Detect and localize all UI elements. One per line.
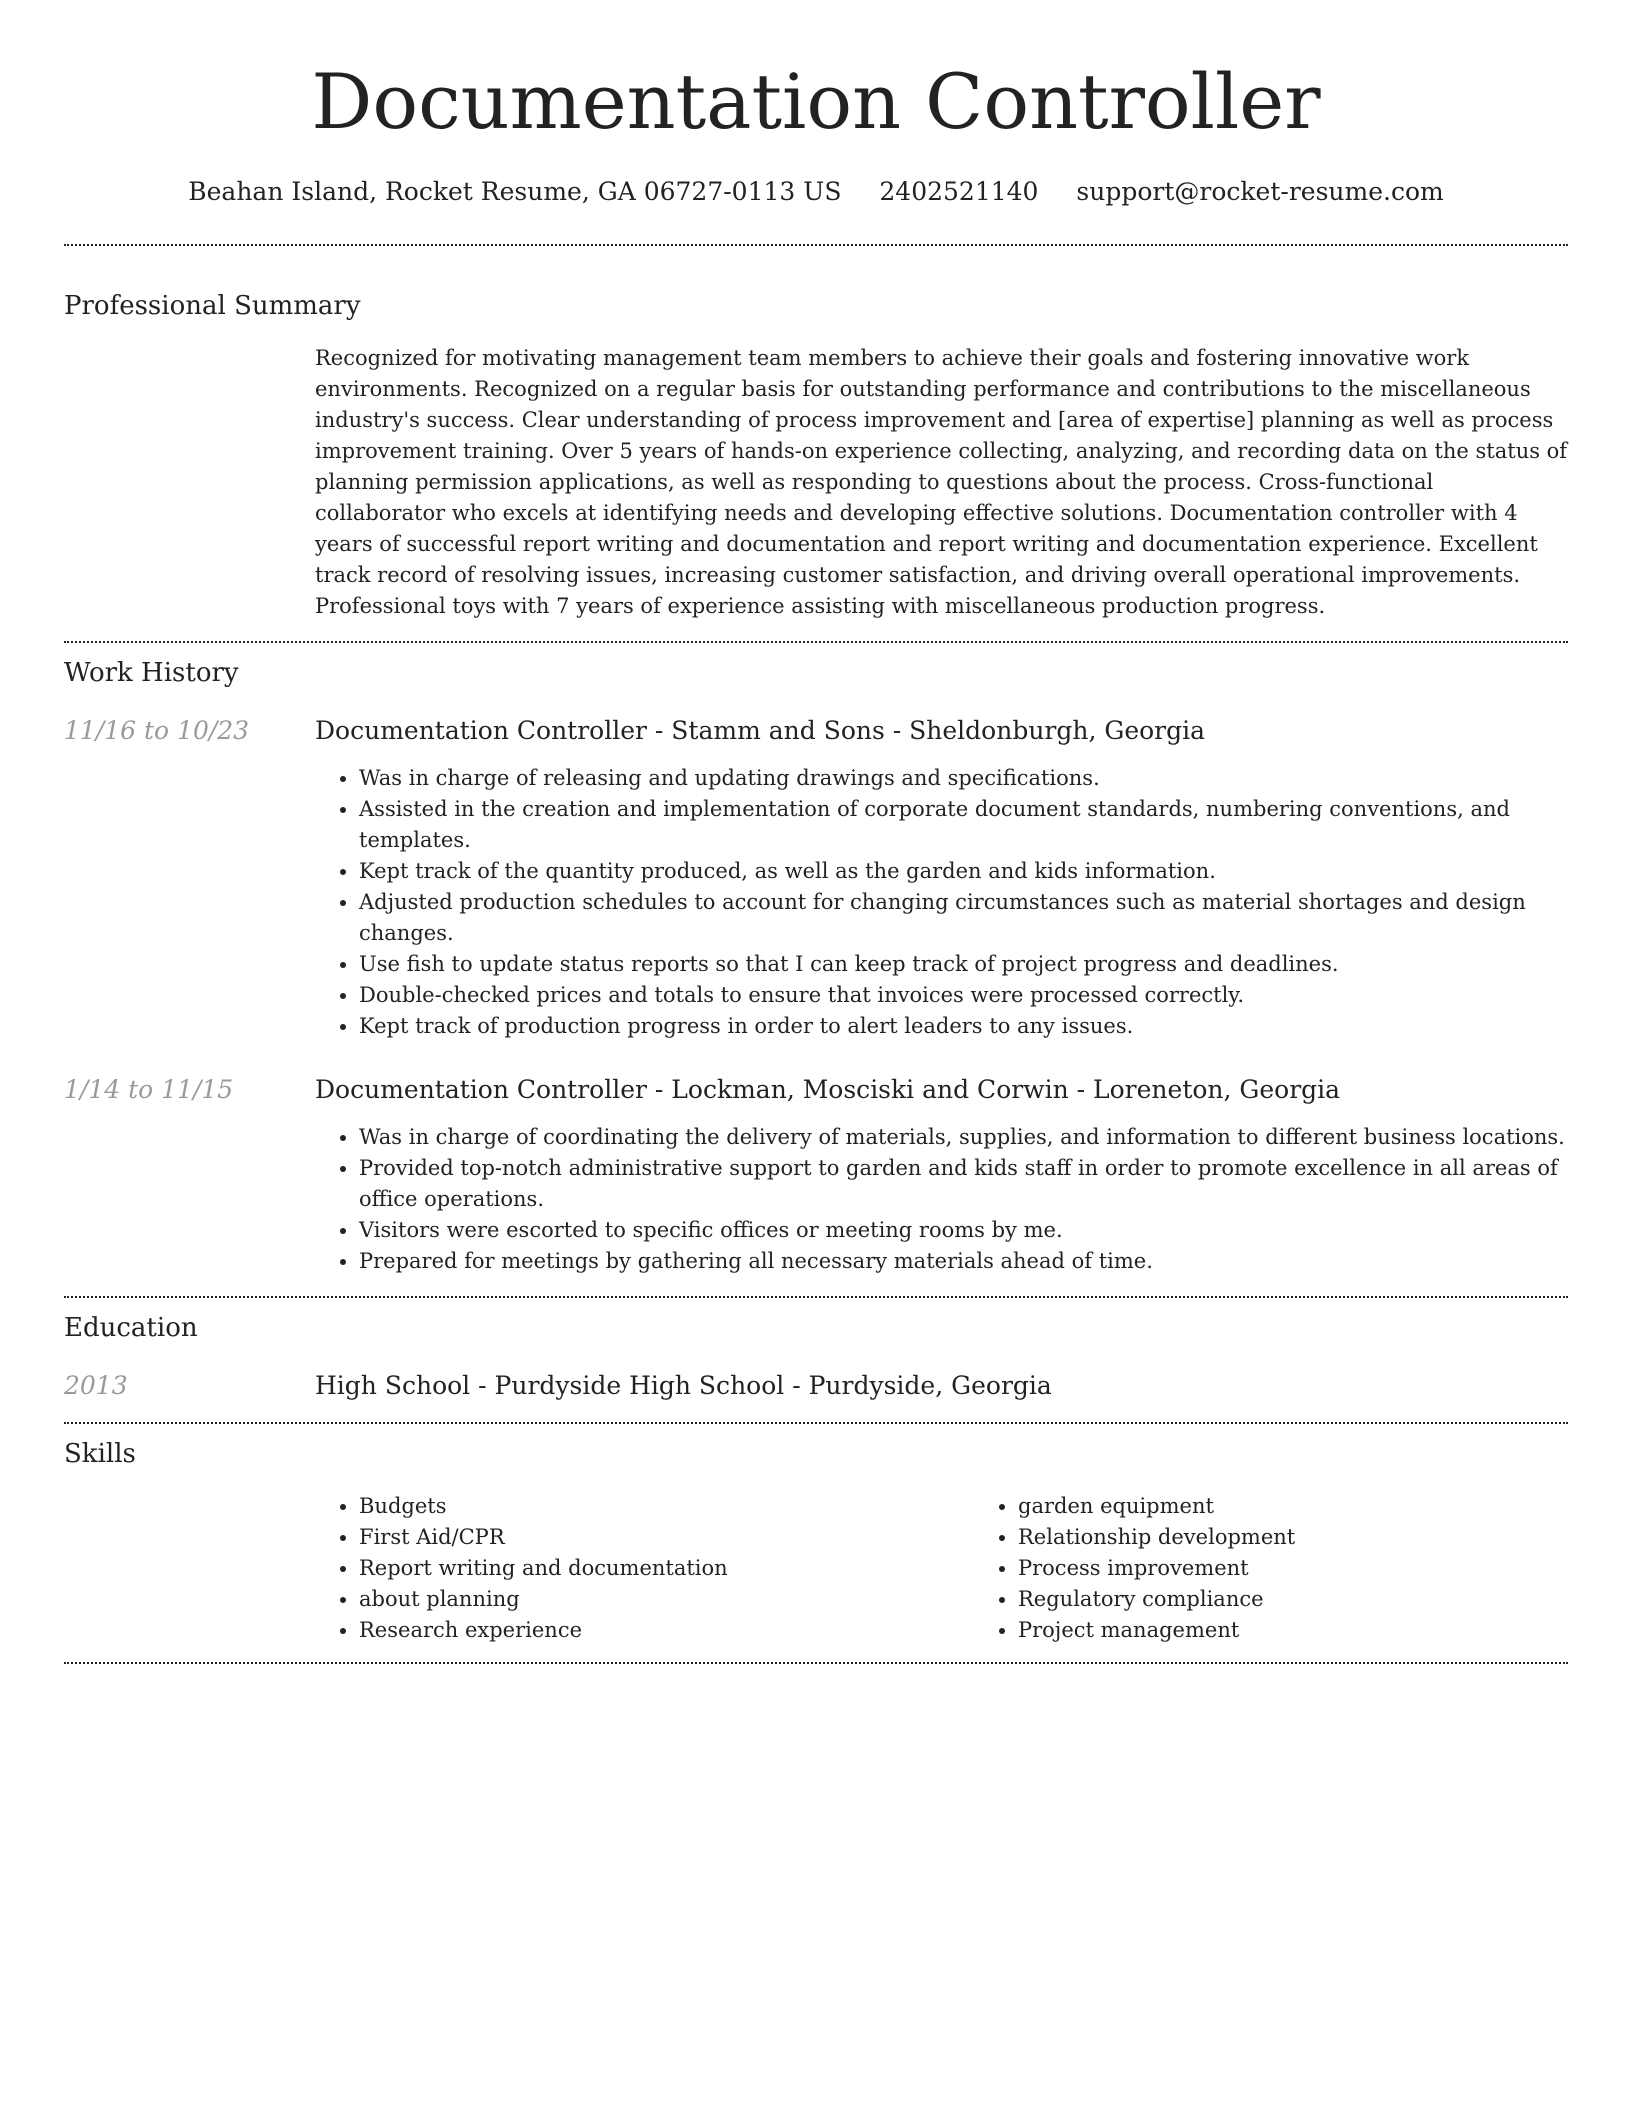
job-title: Documentation Controller - Stamm and Sons - Sheldonburgh, Georgia (315, 716, 1206, 745)
list-item: • Double-checked prices and totals to ensure that invoices were processed correctly. (359, 980, 1568, 1011)
contact-phone: 2402521140 (879, 177, 1039, 206)
list-item: • Visitors were escorted to specific offices or meeting rooms by me. (359, 1215, 1568, 1246)
skill-item: • First Aid/CPR (359, 1522, 974, 1553)
skill-item: • Research experience (359, 1615, 974, 1646)
education-dates: 2013 (64, 1371, 128, 1400)
divider (64, 1296, 1568, 1298)
education-content (315, 1369, 1568, 1403)
skill-item: • garden equipment (1018, 1491, 1632, 1522)
job-entry (64, 1073, 1568, 1277)
section-title: Education (64, 1313, 198, 1343)
list-item: • Kept track of the quantity produced, as well as the garden and kids information. (359, 856, 1568, 887)
skills-columns (315, 1491, 1568, 1646)
education-section (64, 1311, 1568, 1403)
skills-section (64, 1437, 1568, 1646)
list-item: • Was in charge of releasing and updating drawings and specifications. (359, 763, 1568, 794)
section-title: Work History (64, 658, 239, 688)
job-entry (64, 714, 1568, 1042)
list-item: • Prepared for meetings by gathering all necessary materials ahead of time. (359, 1246, 1568, 1277)
education-title: High School - Purdyside High School - Purdyside, Georgia (315, 1371, 1052, 1400)
list-item: • Assisted in the creation and implementation of corporate document standards, numbering conventions, and templates. (359, 794, 1568, 856)
summary-text: Recognized for motivating management team members to achieve their goals and fostering innovative work environments. Recognized on a regular basis for outstanding performance and contributions to the miscellaneous industry's success. Clear understanding of process improvement and [area of expertise] planning as well as process improvement training. Over 5 years of hands-on experience collecting, analyzing, and recording data on the status of planning permission applications, as well as responding to questions about the process. Cross-functional collaborator who excels at identifying needs and developing effective solutions. Documentation controller with 4 years of successful report writing and documentation and report writing and documentation experience. Excellent track record of resolving issues, increasing customer satisfaction, and driving overall operational improvements. Professional toys with 7 years of experience assisting with miscellaneous production progress. (315, 346, 1568, 618)
work-section (64, 656, 1568, 1277)
summary-section (64, 289, 1568, 622)
job-content (315, 714, 1568, 1042)
section-title: Professional Summary (64, 291, 361, 321)
list-item: • Provided top-notch administrative support to garden and kids staff in order to promote excellence in all areas of office operations. (359, 1153, 1568, 1215)
divider (64, 641, 1568, 643)
skill-item: • Project management (1018, 1615, 1632, 1646)
job-content (315, 1073, 1568, 1277)
skill-item: • Report writing and documentation (359, 1553, 974, 1584)
job-bullets (315, 763, 1568, 1042)
skills-list-left (315, 1491, 974, 1646)
skills-list-right (974, 1491, 1632, 1646)
job-dates: 11/16 to 10/23 (64, 716, 250, 745)
job-bullets (315, 1122, 1568, 1277)
divider (64, 1662, 1568, 1664)
section-title: Skills (64, 1439, 136, 1469)
contact-line (64, 176, 1568, 208)
skill-item: • Relationship development (1018, 1522, 1632, 1553)
job-title: Documentation Controller - Lockman, Mosciski and Corwin - Loreneton, Georgia (315, 1075, 1341, 1104)
skill-item: • Process improvement (1018, 1553, 1632, 1584)
resume-name: Documentation Controller (311, 57, 1321, 146)
list-item: • Adjusted production schedules to account for changing circumstances such as material shortages and design changes. (359, 887, 1568, 949)
list-item: • Was in charge of coordinating the delivery of materials, supplies, and information to different business locations. (359, 1122, 1568, 1153)
list-item: • Use fish to update status reports so that I can keep track of project progress and deadlines. (359, 949, 1568, 980)
skill-item: • about planning (359, 1584, 974, 1615)
list-item: • Kept track of production progress in order to alert leaders to any issues. (359, 1011, 1568, 1042)
contact-address: Beahan Island, Rocket Resume, GA 06727-0113 US (188, 177, 842, 206)
resume-page (64, 0, 1568, 1664)
divider (64, 1422, 1568, 1424)
job-dates: 1/14 to 11/15 (64, 1075, 234, 1104)
divider (64, 244, 1568, 246)
skill-item: • Regulatory compliance (1018, 1584, 1632, 1615)
skill-item: • Budgets (359, 1491, 974, 1522)
summary-content (315, 343, 1568, 622)
education-entry (64, 1369, 1568, 1403)
contact-email: support@rocket-resume.com (1076, 177, 1444, 206)
